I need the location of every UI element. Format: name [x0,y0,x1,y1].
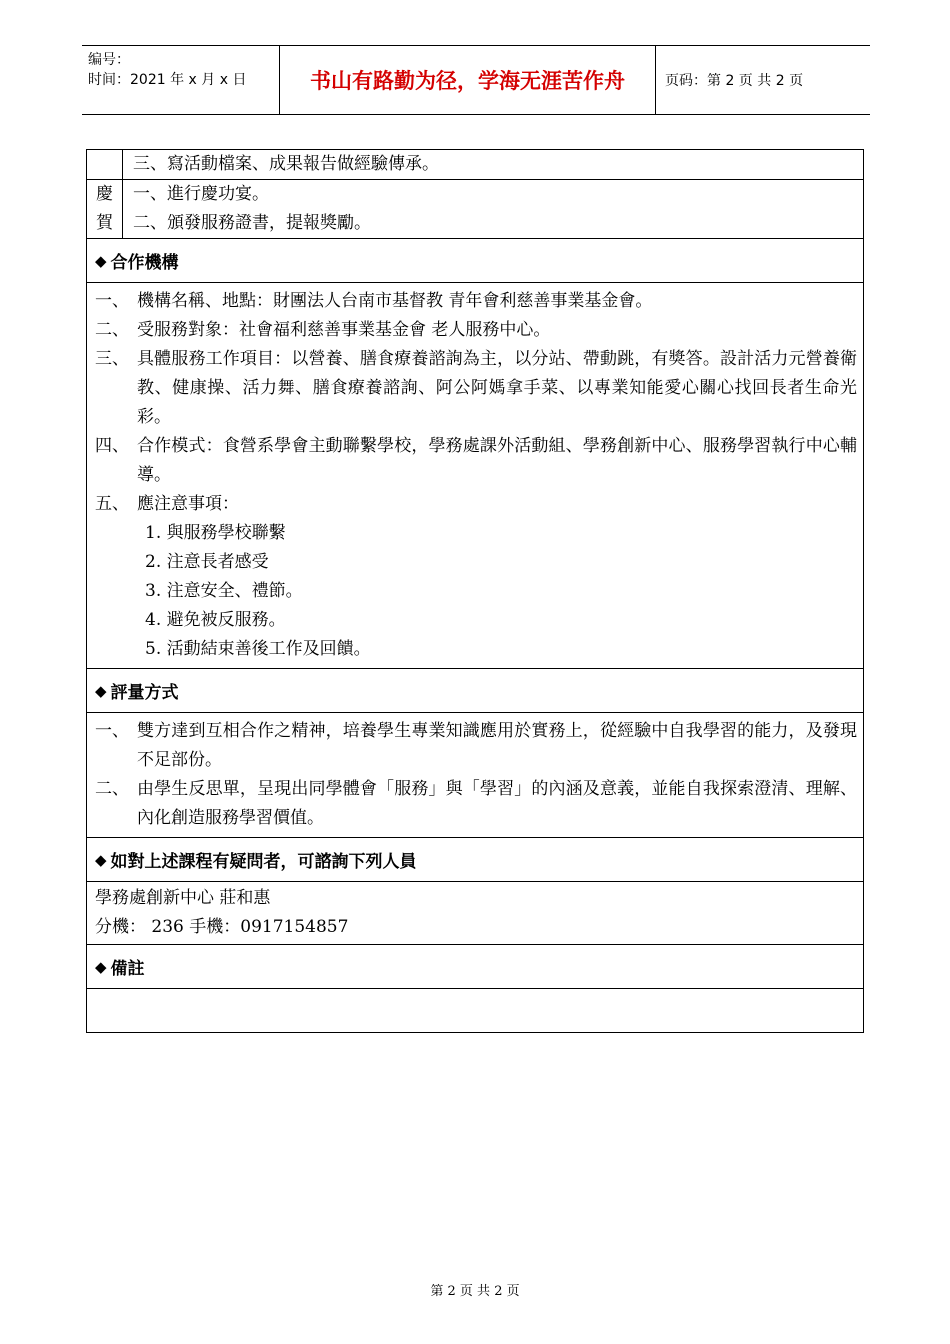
list-item: 二、 受服務對象：社會福利慈善事業基金會 老人服務中心。 [95,320,551,340]
note-item: 1. 與服務學校聯繫 [145,523,286,543]
section-title: 備註 [110,959,145,979]
diamond-icon: ◆ [95,251,107,270]
celebrate-side-label: 慶 賀 [87,180,123,238]
header-page-info: 页码：第 2 页 共 2 页 [665,73,804,89]
side-label-empty [87,150,123,179]
list-item: 五、 應注意事項： [95,494,239,514]
evaluation-body [87,712,863,837]
header-slogan: 书山有路勤为径，学海无涯苦作舟 [280,46,656,114]
list-item: 三、 具體服務工作項目：以營養、膳食療養諮詢為主，以分站、帶動跳，有獎答。設計活力元營養衛教、健康操、活力舞、膳食療養諮詢、阿公阿媽拿手菜、以專業知能愛心關心找回長者生命光彩。 [95,349,857,427]
time-label: 时间：2021 年 x 月 x 日 [88,72,247,88]
course-table [86,149,864,1033]
note-item: 4. 避免被反服務。 [145,610,286,630]
celebrate-row [87,179,863,238]
celebrate-item: 二、頒發服務證書，提報獎勵。 [133,213,371,233]
section-title: 合作機構 [110,253,179,273]
contact-person: 學務處創新中心 莊和惠 [95,888,271,908]
list-item: 四、 合作模式：食營系學會主動聯繫學校，學務處課外活動組、學務創新中心、服務學習執行中心輔導。 [95,436,857,485]
continued-row [87,150,863,179]
section-header-contact [87,837,863,881]
continued-line: 三、寫活動檔案、成果報告做經驗傳承。 [133,154,439,174]
diamond-icon: ◆ [95,850,107,869]
page-footer: 第 2 页 共 2 页 [430,1284,520,1299]
section-header-cooperation [87,238,863,282]
list-item: 一、 雙方達到互相合作之精神，培養學生專業知識應用於實務上，從經驗中自我學習的能力，及發現不足部份。 [95,721,857,770]
diamond-icon: ◆ [95,681,107,700]
list-item: 二、 由學生反思單，呈現出同學體會「服務」與「學習」的內涵及意義，並能自我探索澄清、理解、內化創造服務學習價值。 [95,779,857,828]
remarks-body [87,988,863,1032]
list-item: 一、 機構名稱、地點：財團法人台南市基督教 青年會利慈善事業基金會。 [95,291,653,311]
note-item: 3. 注意安全、禮節。 [145,581,303,601]
cooperation-body [87,282,863,668]
header-meta [82,46,280,114]
celebrate-item: 一、進行慶功宴。 [133,184,269,204]
number-label: 编号： [88,52,130,68]
contact-body [87,881,863,944]
section-header-remarks [87,944,863,988]
section-title: 評量方式 [110,683,179,703]
note-item: 5. 活動結束善後工作及回饋。 [145,639,371,659]
contact-phone: 分機： 236 手機：0917154857 [95,917,349,937]
section-title: 如對上述課程有疑問者，可諮詢下列人員 [110,852,417,872]
page-header [82,45,870,115]
note-item: 2. 注意長者感受 [145,552,269,572]
section-header-evaluation [87,668,863,712]
diamond-icon: ◆ [95,957,107,976]
